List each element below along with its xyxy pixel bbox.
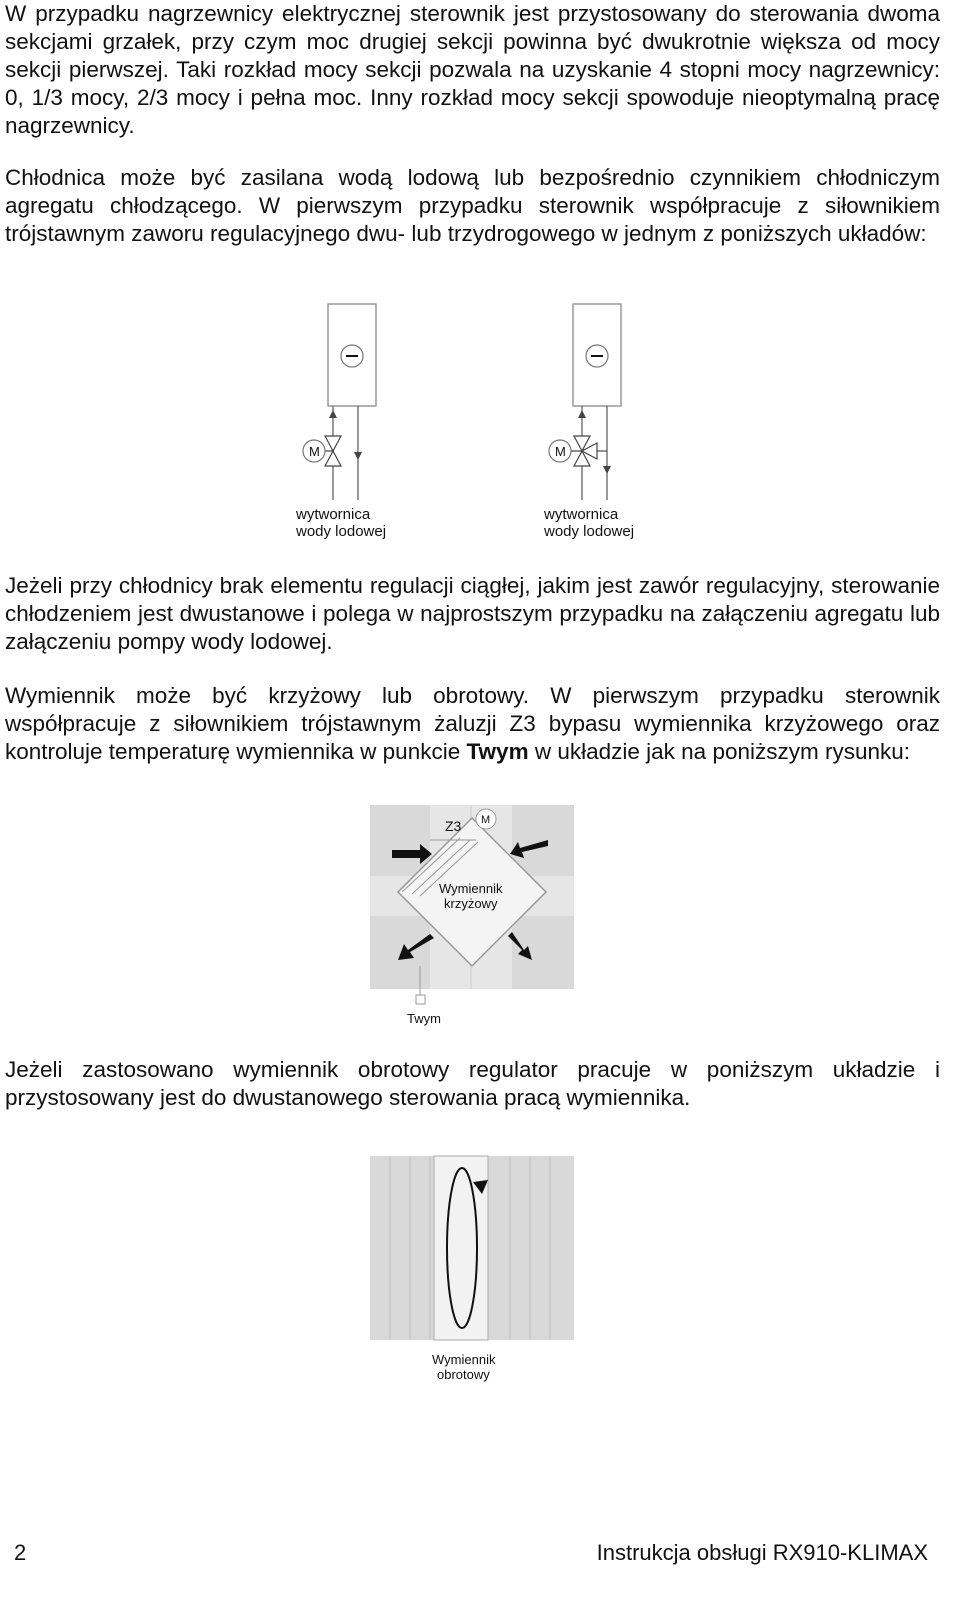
paragraph-cooler: Chłodnica może być zasilana wodą lodową lub bezpośrednio czynnikiem chłodniczym agregatu chłodzącego. W pierwszym przypadku sterownik współpracuje z siłownikiem trójstawnym zaworu regulacyjnego dwu- lub trzydrogowego w jednym z poniższych układów: bbox=[5, 165, 940, 246]
motor-label-left: M bbox=[309, 444, 320, 459]
cross-exchanger-label-line2: krzyżowy bbox=[444, 896, 498, 911]
damper-motor-label: M bbox=[481, 814, 491, 826]
chiller-label-left-line1: wytwornica bbox=[296, 506, 371, 523]
twym-bold: Twym bbox=[466, 739, 529, 764]
document-title: Instrukcja obsługi RX910-KLIMAX bbox=[596, 1540, 928, 1565]
chiller-label-right-line2: wody lodowej bbox=[544, 523, 635, 540]
twym-sensor-label: Twym bbox=[407, 1011, 441, 1026]
chiller-label-left-line2: wody lodowej bbox=[296, 523, 387, 540]
motor-label-right: M bbox=[555, 444, 566, 459]
paragraph-rotary: Jeżeli zastosowano wymiennik obrotowy regulator pracuje w poniższym układzie i przystosowany jest do dwustanowego sterowania pracą wymiennika. bbox=[5, 1057, 940, 1110]
damper-z3-label: Z3 bbox=[445, 818, 462, 834]
rotary-exchanger-label-line2: obrotowy bbox=[437, 1367, 490, 1382]
paragraph-exchanger-text-b: w układzie jak na poniższym rysunku: bbox=[528, 739, 911, 764]
rotary-exchanger-label-line1: Wymiennik bbox=[432, 1352, 496, 1367]
valve-diagram-left bbox=[303, 304, 376, 500]
cross-exchanger-diagram bbox=[0, 800, 960, 1040]
paragraph-heater: W przypadku nagrzewnicy elektrycznej sterownik jest przystosowany do sterowania dwoma sekcjami grzałek, przy czym moc drugiej sekcji powinna być dwukrotnie większa od mocy sekcji pierwszej. Taki rozkład mocy sekcji pozwala na uzyskanie 4 stopni mocy nagrzewnicy: 0, 1/3 mocy, 2/3 mocy i pełna moc. Inny rozkład mocy sekcji spowoduje nieoptymalną pracę nagrzewnicy. bbox=[5, 1, 940, 138]
paragraph-exchanger-text-a: Wymiennik może być krzyżowy lub obrotowy. W pierwszym przypadku sterownik współpracuje z siłownikiem trójstawnym żaluzji Z3 bypasu wymiennika krzyżowego oraz kontroluje temperaturę wymiennika w punkcie bbox=[5, 683, 940, 764]
paragraph-two-state: Jeżeli przy chłodnicy brak elementu regulacji ciągłej, jakim jest zawór regulacyjny, sterowanie chłodzeniem jest dwustanowe i polega w najprostszym przypadku na załączeniu agregatu lub załączeniu pompy wody lodowej. bbox=[5, 573, 940, 654]
valve-diagrams bbox=[0, 290, 960, 850]
valve-diagram-right bbox=[549, 304, 621, 500]
cross-exchanger-label-line1: Wymiennik bbox=[439, 881, 503, 896]
chiller-label-right-line1: wytwornica bbox=[544, 506, 619, 523]
paragraph-exchanger bbox=[5, 682, 940, 766]
page-number: 2 bbox=[14, 1540, 27, 1565]
